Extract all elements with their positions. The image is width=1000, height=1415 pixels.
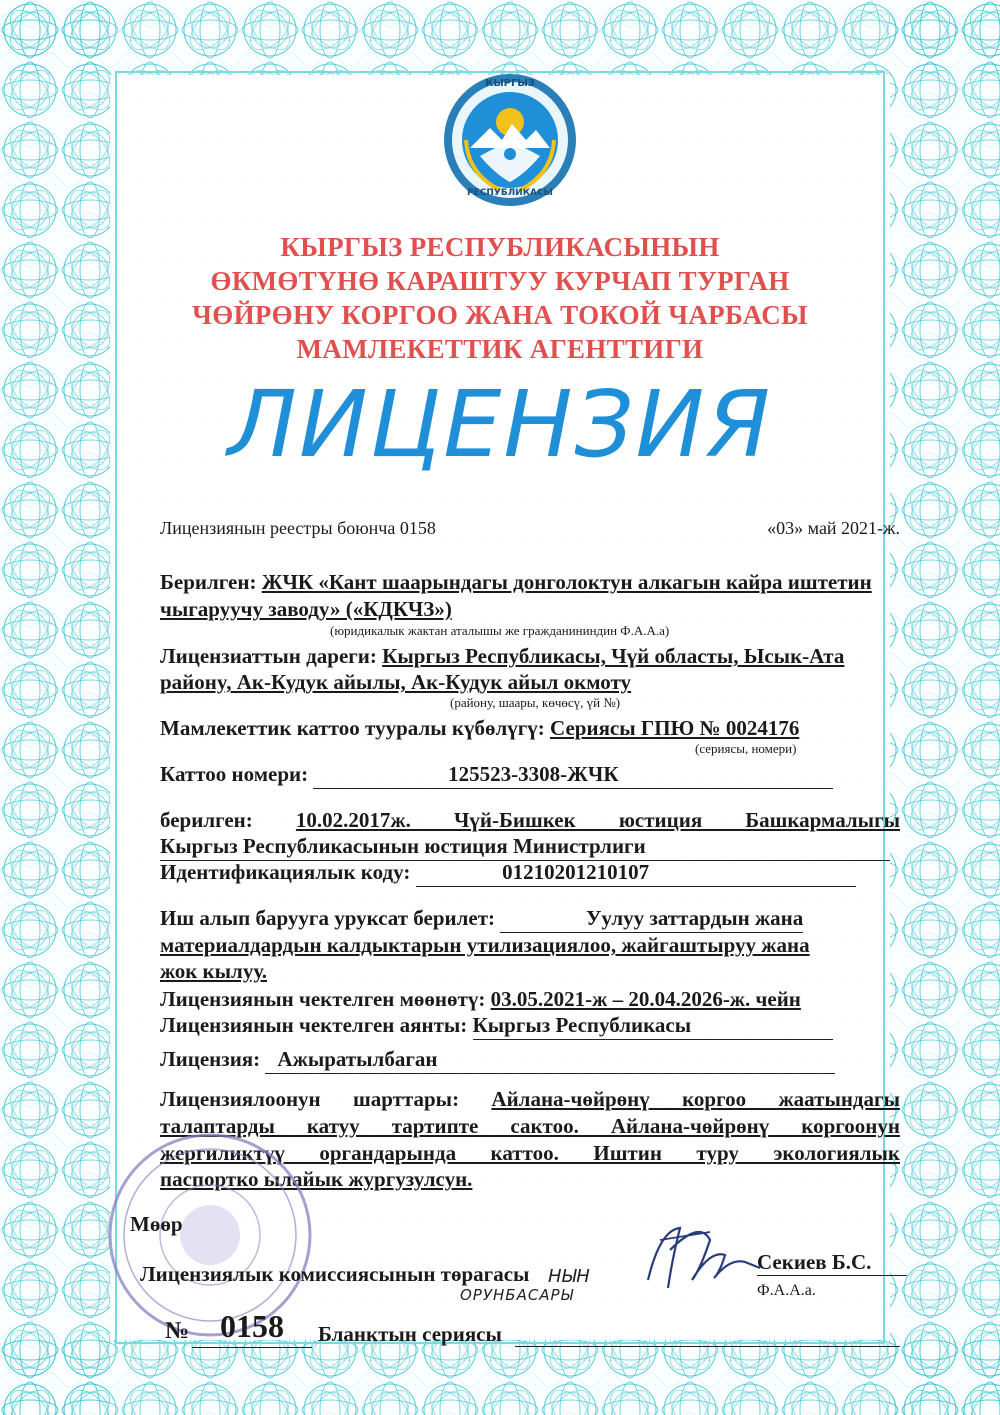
signer-name: Секиев Б.С.: [757, 1250, 907, 1276]
activity-label: Иш алып барууга уруксат берилет:: [160, 906, 496, 930]
signer-caption: Ф.А.А.а.: [757, 1282, 816, 1299]
header-line: КЫРГЫЗ РЕСПУБЛИКАСЫНЫН: [280, 232, 720, 262]
issued-to-value: чыгаруучу заводу» («КДКЧЗ»): [160, 597, 452, 621]
issuing-agency-header: [0, 230, 1000, 366]
blank-number-sign: №: [165, 1318, 190, 1344]
id-code-label: Идентификациялык коду:: [160, 860, 411, 884]
license-conditions-row: [160, 1085, 900, 1113]
registration-number-label: Каттоо номери:: [160, 762, 309, 786]
blank-series-field: [515, 1346, 900, 1347]
activity-row: [160, 904, 900, 933]
activity-value: жок кылуу.: [160, 959, 267, 983]
registration-number-row: [160, 760, 900, 789]
license-type-row: [160, 1045, 900, 1074]
license-term-row: [160, 985, 900, 1013]
header-line: МАМЛЕКЕТТИК АГЕНТТИГИ: [296, 334, 704, 364]
activity-value: материалдардын калдыктарын утилизациялоо, жайгаштыруу жана: [160, 933, 810, 957]
address-caption: (району, шаары, көчөсү, үй №): [450, 695, 621, 710]
address-value: Кыргыз Республикасы, Чүй областы, Ысык-Ата: [382, 644, 845, 668]
license-type-label: Лицензия:: [160, 1047, 261, 1071]
license-conditions-value: паспортко ылайык жургузулсун.: [160, 1167, 473, 1191]
signature-icon: [640, 1210, 770, 1300]
handwritten-suffix: НЫН: [548, 1266, 590, 1287]
license-territory-row: [160, 1011, 900, 1040]
document-title: ЛИЦЕНЗИЯ: [227, 371, 773, 478]
registration-number-value: 125523-3308-ЖЧК: [313, 760, 833, 789]
emblem-bottom-text: РЕСПУБЛИКАСЫ: [467, 188, 553, 198]
license-conditions-value: жергиликтүү органдарында каттоо. Иштин туру экологиялык: [160, 1141, 900, 1165]
address-row: [160, 642, 900, 670]
issued-to-label: Берилген:: [160, 570, 257, 594]
state-registration-value: Сериясы ГПЮ № 0024176: [550, 716, 800, 740]
id-code-value: 01210201210107: [416, 858, 856, 887]
chairman-label: Лицензиялык комиссиясынын төрагасы: [140, 1262, 530, 1286]
license-conditions-value: Айлана-чөйрөнү коргоо жаатындагы: [491, 1087, 900, 1111]
license-conditions-value: талаптарды катуу тартипте сактоо. Айлана-чөйрөнү коргоонун: [160, 1114, 900, 1138]
issued-to-value: ЖЧК «Кант шаарындагы донголоктун алкагын кайра иштетин: [261, 570, 872, 594]
license-type-value: Ажыратылбаган: [265, 1045, 835, 1074]
issued-by-row: [160, 806, 900, 834]
issued-by-value: 10.02.2017ж. Чүй-Бишкек юстиция Башкармалыгы: [295, 808, 901, 832]
license-territory-value: Кыргыз Республикасы: [473, 1011, 833, 1040]
issued-by-value: Кыргыз Республикасынын юстиция Министрлиги: [160, 832, 890, 861]
header-line: ӨКМӨТҮНӨ КАРАШТУУ КУРЧАП ТУРГАН: [210, 266, 790, 296]
license-conditions-label: Лицензиялоонун шарттары:: [160, 1087, 460, 1111]
issued-to-row: [160, 568, 900, 596]
header-line: ЧӨЙРӨНУ КОРГОО ЖАНА ТОКОЙ ЧАРБАСЫ: [192, 300, 808, 330]
registry-number: Лицензиянын реестры боюнча 0158: [160, 518, 436, 538]
license-term-value: 03.05.2021-ж – 20.04.2026-ж. чейн: [490, 987, 801, 1011]
blank-series-label: Бланктын сериясы: [318, 1322, 502, 1346]
issued-to-caption: (юридикалык жактан аталышы же гражданининдин Ф.А.А.а): [330, 623, 670, 638]
address-value: районy, Ак-Кудук айылы, Ак-Кудук айыл окмоту: [160, 670, 632, 694]
activity-value: Уулуу заттардын жана: [500, 904, 803, 933]
state-registration-row: [160, 714, 900, 742]
issue-date: «03» май 2021-ж.: [767, 518, 900, 538]
state-registration-label: Мамлекеттик каттоо тууралы күбөлүгү:: [160, 716, 545, 740]
seal-label: Мөөр: [130, 1212, 183, 1236]
state-registration-caption: (сериясы, номери): [695, 741, 797, 756]
blank-number: 0158: [192, 1305, 312, 1348]
id-code-row: [160, 858, 900, 887]
handwritten-deputy: ОРУНБАСАРЫ: [460, 1286, 574, 1304]
address-label: Лицензиаттын дареги:: [160, 644, 377, 668]
issued-by-label: берилген:: [160, 808, 253, 832]
emblem-top-text: КЫРГЫЗ: [485, 78, 535, 89]
license-territory-label: Лицензиянын чектелген аянты:: [160, 1013, 468, 1037]
license-term-label: Лицензиянын чектелген мөөнөтү:: [160, 987, 486, 1011]
